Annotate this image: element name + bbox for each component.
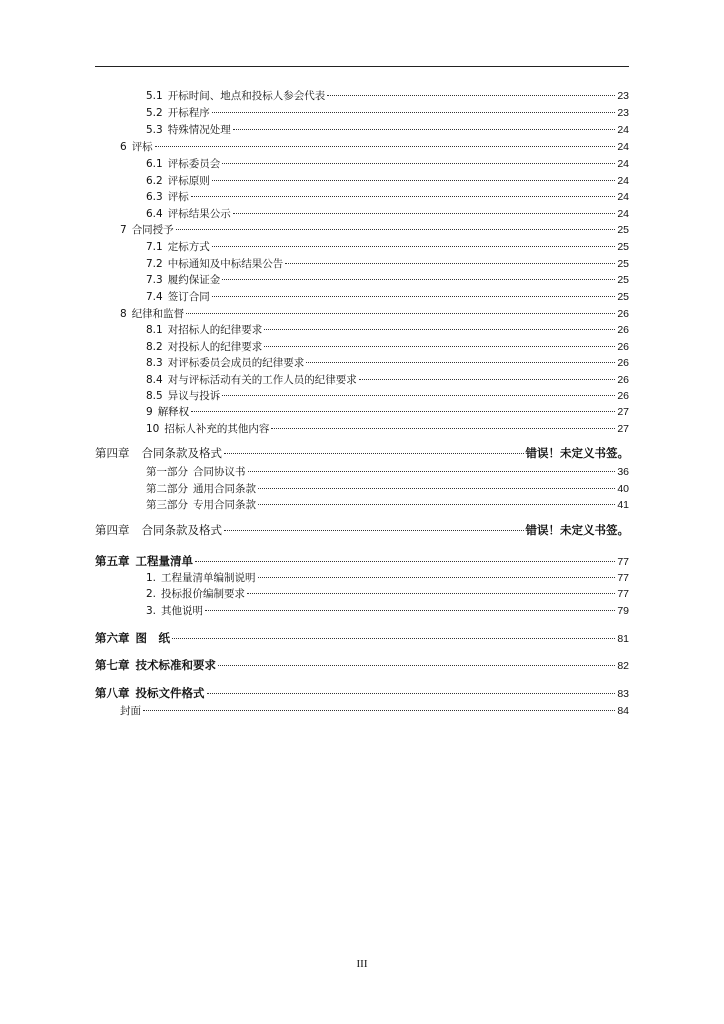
- toc-entry-title: 定标方式: [167, 241, 210, 253]
- toc-chapter-4-second[interactable]: [95, 522, 629, 538]
- toc-entry-number: 2.: [146, 588, 157, 600]
- toc-entry-5-item-1[interactable]: [146, 570, 629, 586]
- toc-entry-7-2[interactable]: [146, 256, 629, 272]
- dot-leader: [222, 162, 615, 164]
- toc-entry-page: 41: [617, 499, 629, 511]
- toc-entry-number: 5.1: [146, 90, 163, 102]
- toc-chapter-title: 技术标准和要求: [135, 658, 216, 672]
- toc-entry-page: 84: [617, 705, 629, 717]
- toc-chapter-4-first[interactable]: [95, 445, 629, 461]
- toc-entry-number: 8.5: [146, 390, 163, 402]
- toc-chapter-title: 合同条款及格式: [141, 523, 222, 537]
- toc-entry-number: 6.2: [146, 175, 163, 187]
- page-number: III: [356, 958, 368, 970]
- toc-entry-title: 合同授予: [131, 224, 174, 236]
- toc-entry-page: 25: [617, 274, 629, 286]
- dot-leader: [218, 664, 615, 666]
- toc-chapter-title: 投标文件格式: [135, 686, 205, 700]
- dot-leader: [233, 212, 616, 214]
- dot-leader: [306, 361, 615, 363]
- toc-entry-page: 27: [617, 406, 629, 418]
- toc-entry-page: 26: [617, 308, 629, 320]
- toc-entry-page: 26: [617, 324, 629, 336]
- toc-entry-page: 77: [617, 588, 629, 600]
- toc-chapter-title: 工程量清单: [135, 554, 193, 568]
- toc-entry-number: 第一部分: [146, 466, 188, 478]
- toc-entry-number: 6.3: [146, 191, 163, 203]
- toc-entry-title: 通用合同条款: [193, 483, 256, 495]
- toc-entry-6-1[interactable]: [146, 156, 629, 172]
- toc-entry-number: 5.2: [146, 107, 163, 119]
- toc-entry-8-3[interactable]: [146, 355, 629, 371]
- toc-entry-title: 对评标委员会成员的纪律要求: [167, 357, 305, 369]
- toc-chapter-number: 第五章: [95, 554, 130, 568]
- dot-leader: [191, 195, 616, 197]
- toc-chapter-title: 合同条款及格式: [141, 446, 222, 460]
- dot-leader: [195, 560, 615, 562]
- toc-entry-page: 26: [617, 390, 629, 402]
- toc-entry-part-3[interactable]: [146, 497, 629, 513]
- toc-entry-page: 25: [617, 241, 629, 253]
- toc-entry-5-item-3[interactable]: [146, 603, 629, 619]
- toc-entry-page: 25: [617, 258, 629, 270]
- dot-leader: [222, 278, 615, 280]
- dot-leader: [212, 245, 616, 247]
- toc-chapter-number: 第八章: [95, 686, 130, 700]
- toc-entry-title: 对投标人的纪律要求: [167, 341, 263, 353]
- dot-leader: [212, 179, 616, 181]
- toc-entry-title: 签订合同: [167, 291, 210, 303]
- toc-entry-title: 评标: [167, 191, 189, 203]
- toc-entry-title: 投标报价编制要求: [161, 588, 246, 600]
- toc-entry-10[interactable]: [146, 421, 629, 437]
- toc-entry-number: 5.3: [146, 124, 163, 136]
- toc-entry-6[interactable]: [120, 139, 629, 155]
- toc-entry-page: 24: [617, 158, 629, 170]
- toc-entry-number: 8.3: [146, 357, 163, 369]
- dot-leader: [143, 709, 615, 711]
- toc-entry-page: 82: [617, 660, 629, 672]
- toc-entry-8-5[interactable]: [146, 388, 629, 404]
- toc-entry-title: 对招标人的纪律要求: [167, 324, 263, 336]
- dot-leader: [264, 328, 615, 330]
- toc-entry-page: 24: [617, 191, 629, 203]
- toc-entry-title: 对与评标活动有关的工作人员的纪律要求: [167, 374, 357, 386]
- toc-entry-number: 7: [120, 224, 127, 236]
- toc-entry-title: 工程量清单编制说明: [161, 572, 256, 584]
- dot-leader: [224, 529, 524, 531]
- toc-entry-title: 履约保证金: [167, 274, 221, 286]
- toc-entry-5-2[interactable]: [146, 105, 629, 121]
- toc-chapter-6[interactable]: [95, 630, 629, 646]
- toc-entry-title: 解释权: [157, 406, 190, 418]
- toc-entry-number: 7.4: [146, 291, 163, 303]
- toc-entry-number: 6.4: [146, 208, 163, 220]
- toc-entry-9[interactable]: [146, 404, 629, 420]
- toc-entry-title: 开标程序: [167, 107, 210, 119]
- toc-entry-5-item-2[interactable]: [146, 586, 629, 602]
- toc-entry-8-2[interactable]: [146, 339, 629, 355]
- toc-entry-number: 8.1: [146, 324, 163, 336]
- toc-error-reference: 错误！未定义书签。: [525, 523, 629, 537]
- dot-leader: [191, 410, 615, 412]
- dot-leader: [285, 262, 615, 264]
- toc-entry-8[interactable]: [120, 306, 629, 322]
- toc-entry-page: 79: [617, 605, 629, 617]
- dot-leader: [327, 94, 615, 96]
- toc-entry-title: 中标通知及中标结果公告: [167, 258, 284, 270]
- toc-entry-cover[interactable]: [120, 703, 629, 719]
- toc-entry-page: 24: [617, 124, 629, 136]
- toc-entry-title: 评标结果公示: [167, 208, 231, 220]
- toc-entry-6-4[interactable]: [146, 206, 629, 222]
- dot-leader: [258, 487, 615, 489]
- dot-leader: [176, 228, 616, 230]
- toc-entry-number: 8.4: [146, 374, 163, 386]
- toc-entry-8-4[interactable]: [146, 372, 629, 388]
- toc-entry-title: 合同协议书: [193, 466, 246, 478]
- dot-leader: [248, 470, 616, 472]
- toc-chapter-number: 第四章: [95, 523, 130, 537]
- toc-entry-7-4[interactable]: [146, 289, 629, 305]
- toc-chapter-number: 第六章: [95, 631, 130, 645]
- toc-entry-part-2[interactable]: [146, 481, 629, 497]
- dot-leader: [233, 128, 616, 130]
- toc-entry-page: 81: [617, 633, 629, 645]
- dot-leader: [247, 592, 615, 594]
- toc-chapter-5[interactable]: [95, 553, 629, 569]
- toc-entry-number: 10: [146, 423, 160, 435]
- toc-entry-page: 40: [617, 483, 629, 495]
- toc-entry-number: 第三部分: [146, 499, 188, 511]
- toc-entry-5-3[interactable]: [146, 122, 629, 138]
- toc-entry-title: 评标: [131, 141, 153, 153]
- dot-leader: [205, 609, 615, 611]
- toc-chapter-number: 第四章: [95, 446, 130, 460]
- toc-entry-title: 评标委员会: [167, 158, 221, 170]
- toc-entry-number: 9: [146, 406, 153, 418]
- toc-chapter-8[interactable]: [95, 685, 629, 701]
- toc-entry-title: 异议与投诉: [167, 390, 221, 402]
- toc-entry-title: 封面: [120, 705, 141, 717]
- toc-entry-page: 24: [617, 175, 629, 187]
- toc-entry-number: 6: [120, 141, 127, 153]
- toc-entry-number: 第二部分: [146, 483, 188, 495]
- toc-entry-title: 专用合同条款: [193, 499, 256, 511]
- toc-error-reference: 错误！未定义书签。: [525, 446, 629, 460]
- toc-entry-page: 77: [617, 572, 629, 584]
- toc-entry-page: 25: [617, 291, 629, 303]
- toc-entry-page: 36: [617, 466, 629, 478]
- toc-entry-number: 8.2: [146, 341, 163, 353]
- toc-entry-title: 纪律和监督: [131, 308, 185, 320]
- toc-entry-title: 其他说明: [161, 605, 204, 617]
- dot-leader: [222, 394, 615, 396]
- dot-leader: [207, 692, 616, 694]
- toc-entry-page: 24: [617, 208, 629, 220]
- toc-entry-number: 7.3: [146, 274, 163, 286]
- toc-entry-page: 24: [617, 141, 629, 153]
- toc-entry-number: 7.2: [146, 258, 163, 270]
- toc-entry-number: 7.1: [146, 241, 163, 253]
- toc-entry-page: 26: [617, 341, 629, 353]
- dot-leader: [264, 345, 615, 347]
- toc-entry-number: 1.: [146, 572, 157, 584]
- toc-entry-8-1[interactable]: [146, 322, 629, 338]
- toc-entry-7-1[interactable]: [146, 239, 629, 255]
- toc-entry-number: 6.1: [146, 158, 163, 170]
- toc-entry-title: 招标人补充的其他内容: [164, 423, 270, 435]
- toc-entry-page: 77: [617, 556, 629, 568]
- toc-entry-page: 26: [617, 374, 629, 386]
- toc-entry-page: 27: [617, 423, 629, 435]
- toc-entry-7-3[interactable]: [146, 272, 629, 288]
- dot-leader: [155, 145, 616, 147]
- header-rule: [95, 66, 629, 67]
- dot-leader: [224, 452, 524, 454]
- toc-entry-part-1[interactable]: [146, 464, 629, 480]
- dot-leader: [212, 295, 616, 297]
- toc-entry-5-1[interactable]: [146, 88, 629, 104]
- dot-leader: [186, 312, 615, 314]
- toc-chapter-number: 第七章: [95, 658, 130, 672]
- toc-entry-number: 8: [120, 308, 127, 320]
- toc-entry-title: 开标时间、地点和投标人参会代表: [167, 90, 326, 102]
- dot-leader: [258, 576, 616, 578]
- dot-leader: [212, 111, 616, 113]
- toc-entry-6-2[interactable]: [146, 173, 629, 189]
- toc-entry-page: 83: [617, 688, 629, 700]
- toc-entry-7[interactable]: [120, 222, 629, 238]
- dot-leader: [172, 637, 615, 639]
- toc-entry-page: 26: [617, 357, 629, 369]
- toc-entry-title: 特殊情况处理: [167, 124, 231, 136]
- toc-chapter-7[interactable]: [95, 657, 629, 673]
- dot-leader: [359, 378, 616, 380]
- toc-entry-title: 评标原则: [167, 175, 210, 187]
- toc-entry-page: 23: [617, 90, 629, 102]
- toc-entry-page: 25: [617, 224, 629, 236]
- dot-leader: [258, 503, 615, 505]
- dot-leader: [271, 427, 615, 429]
- toc-entry-6-3[interactable]: [146, 189, 629, 205]
- toc-entry-number: 3.: [146, 605, 157, 617]
- toc-entry-page: 23: [617, 107, 629, 119]
- toc-chapter-title: 图 纸: [135, 631, 170, 645]
